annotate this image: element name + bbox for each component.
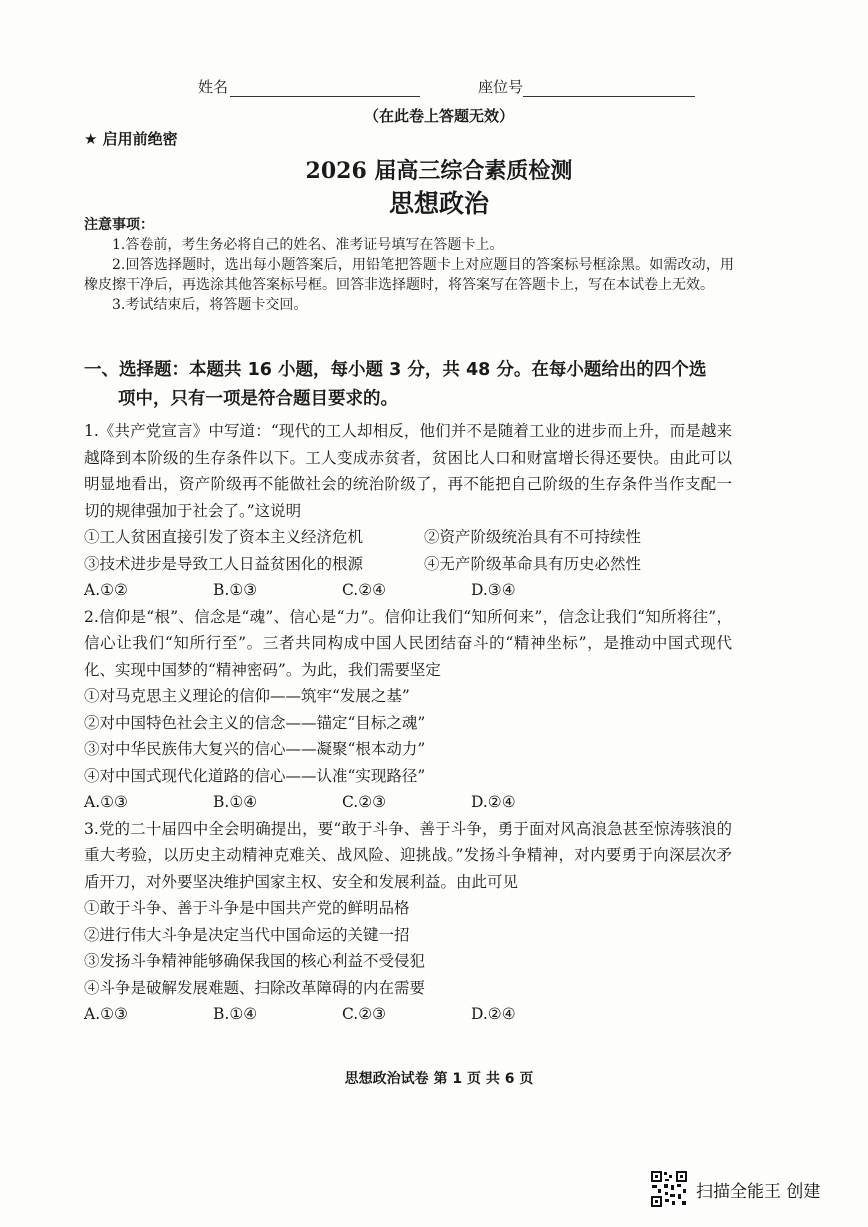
- notice-block: [84, 215, 734, 315]
- answer-choice-a: A.①③: [84, 1005, 128, 1023]
- name-label: 姓名: [198, 78, 229, 96]
- option-row: [84, 551, 732, 578]
- question-list: [84, 418, 732, 1028]
- answer-choice-c: C.②③: [342, 793, 387, 811]
- answer-choice-d: D.③④: [471, 581, 516, 599]
- seat-blank: [523, 78, 695, 97]
- option-item: ①对马克思主义理论的信仰——筑牢“发展之基”: [84, 687, 410, 705]
- seat-label: 座位号: [478, 78, 524, 96]
- option-item: ②资产阶级统治具有不可持续性: [424, 528, 642, 546]
- option-item: ②进行伟大斗争是决定当代中国命运的关键一招: [84, 925, 410, 944]
- name-blank: [230, 78, 420, 97]
- answer-choice-b: B.①③: [213, 581, 258, 599]
- answer-choices: [84, 789, 732, 816]
- answer-choice-b: B.①④: [213, 1005, 258, 1023]
- no-answer-note: （在此卷上答题无效）: [363, 107, 514, 125]
- subject-title: 思想政治: [388, 189, 489, 218]
- name-field: [198, 76, 420, 97]
- notice-item: 2.回答选择题时，选出每小题答案后，用铅笔把答题卡上对应题目的答案标号框涂黑。如需改动，用橡皮擦干净后，再选涂其他答案标号框。回答非选择题时，将答案写在答题卡上，写在本试卷上无效。: [84, 257, 734, 293]
- section-heading: [84, 356, 734, 414]
- secret-mark: ★ 启用前绝密: [84, 130, 178, 148]
- question-3: [84, 816, 732, 1028]
- option-item: ③发扬斗争精神能够确保我国的核心利益不受侵犯: [84, 952, 426, 970]
- answer-choice-c: C.②③: [342, 1005, 387, 1023]
- answer-choice-a: A.①②: [84, 581, 128, 599]
- answer-choice-d: D.②④: [471, 1005, 516, 1023]
- question-stem: 3.党的二十届四中全会明确提出，要“敢于斗争、善于斗争，勇于面对风高浪急甚至惊涛骇浪的重大考验，以历史主动精神克难关、战风险、迎挑战。”发扬斗争精神，对内要勇于向深层次矛盾开刀，对外要坚决维护国家主权、安全和发展利益。由此可见: [84, 819, 732, 891]
- option-item: ①工人贫困直接引发了资本主义经济危机: [84, 528, 364, 546]
- option-item: ③对中华民族伟大复兴的信心——凝聚“根本动力”: [84, 740, 426, 758]
- option-item: ①敢于斗争、善于斗争是中国共产党的鲜明品格: [84, 899, 410, 917]
- scanner-watermark: [650, 1170, 820, 1208]
- option-item: ②对中国特色社会主义的信念——锚定“目标之魂”: [84, 713, 426, 732]
- scanner-label: 扫描全能王 创建: [696, 1181, 821, 1202]
- question-stem: 1.《共产党宣言》中写道：“现代的工人却相反，他们并不是随着工业的进步而上升，而是越来越降到本阶级的生存条件以下。工人变成赤贫者，贫困比人口和财富增长得还要快。由此可以明显地看出，资产阶级再不能做社会的统治阶级了，再不能把自己阶级的生存条件当作支配一切的规律强加于社会了。”这说明: [84, 422, 732, 520]
- page-footer: 思想政治试卷 第 1 页 共 6 页: [344, 1071, 534, 1087]
- question-stem: 2.信仰是“根”、信念是“魂”、信心是“力”。信仰让我们“知所何来”，信念让我们“知所将往”，信心让我们“知所行至”。三者共同构成中国人民团结奋斗的“精神坐标”，是推动中国式现代化、实现中国梦的“精神密码”。为此，我们需要坚定: [84, 607, 732, 679]
- answer-choices: [84, 1001, 732, 1028]
- option-item: ④斗争是破解发展难题、扫除改革障碍的内在需要: [84, 978, 426, 997]
- answer-choice-a: A.①③: [84, 793, 128, 811]
- answer-choice-c: C.②④: [342, 581, 387, 599]
- option-row: [84, 524, 732, 551]
- answer-choices: [84, 577, 732, 604]
- question-2: [84, 604, 732, 816]
- option-item: ④无产阶级革命具有历史必然性: [424, 554, 642, 573]
- answer-choice-d: D.②④: [471, 793, 516, 811]
- option-item: ③技术进步是导致工人日益贫困化的根源: [84, 554, 364, 573]
- answer-choice-b: B.①④: [213, 793, 258, 811]
- notice-item: 3.考试结束后，将答题卡交回。: [112, 297, 308, 313]
- qr-code-icon: [650, 1170, 688, 1208]
- notice-item: 1.答卷前，考生务必将自己的姓名、准考证号填写在答题卡上。: [112, 237, 504, 253]
- section-heading-line: 一、选择题：本题共 16 小题，每小题 3 分，共 48 分。在每小题给出的四个选: [84, 360, 707, 380]
- seat-field: [478, 76, 695, 97]
- exam-title: 2026 届高三综合素质检测: [305, 158, 573, 184]
- question-1: [84, 418, 732, 604]
- option-item: ④对中国式现代化道路的信心——认准“实现路径”: [84, 766, 426, 785]
- section-heading-line: 项中，只有一项是符合题目要求的。: [118, 389, 398, 409]
- notice-title: 注意事项：: [84, 217, 154, 233]
